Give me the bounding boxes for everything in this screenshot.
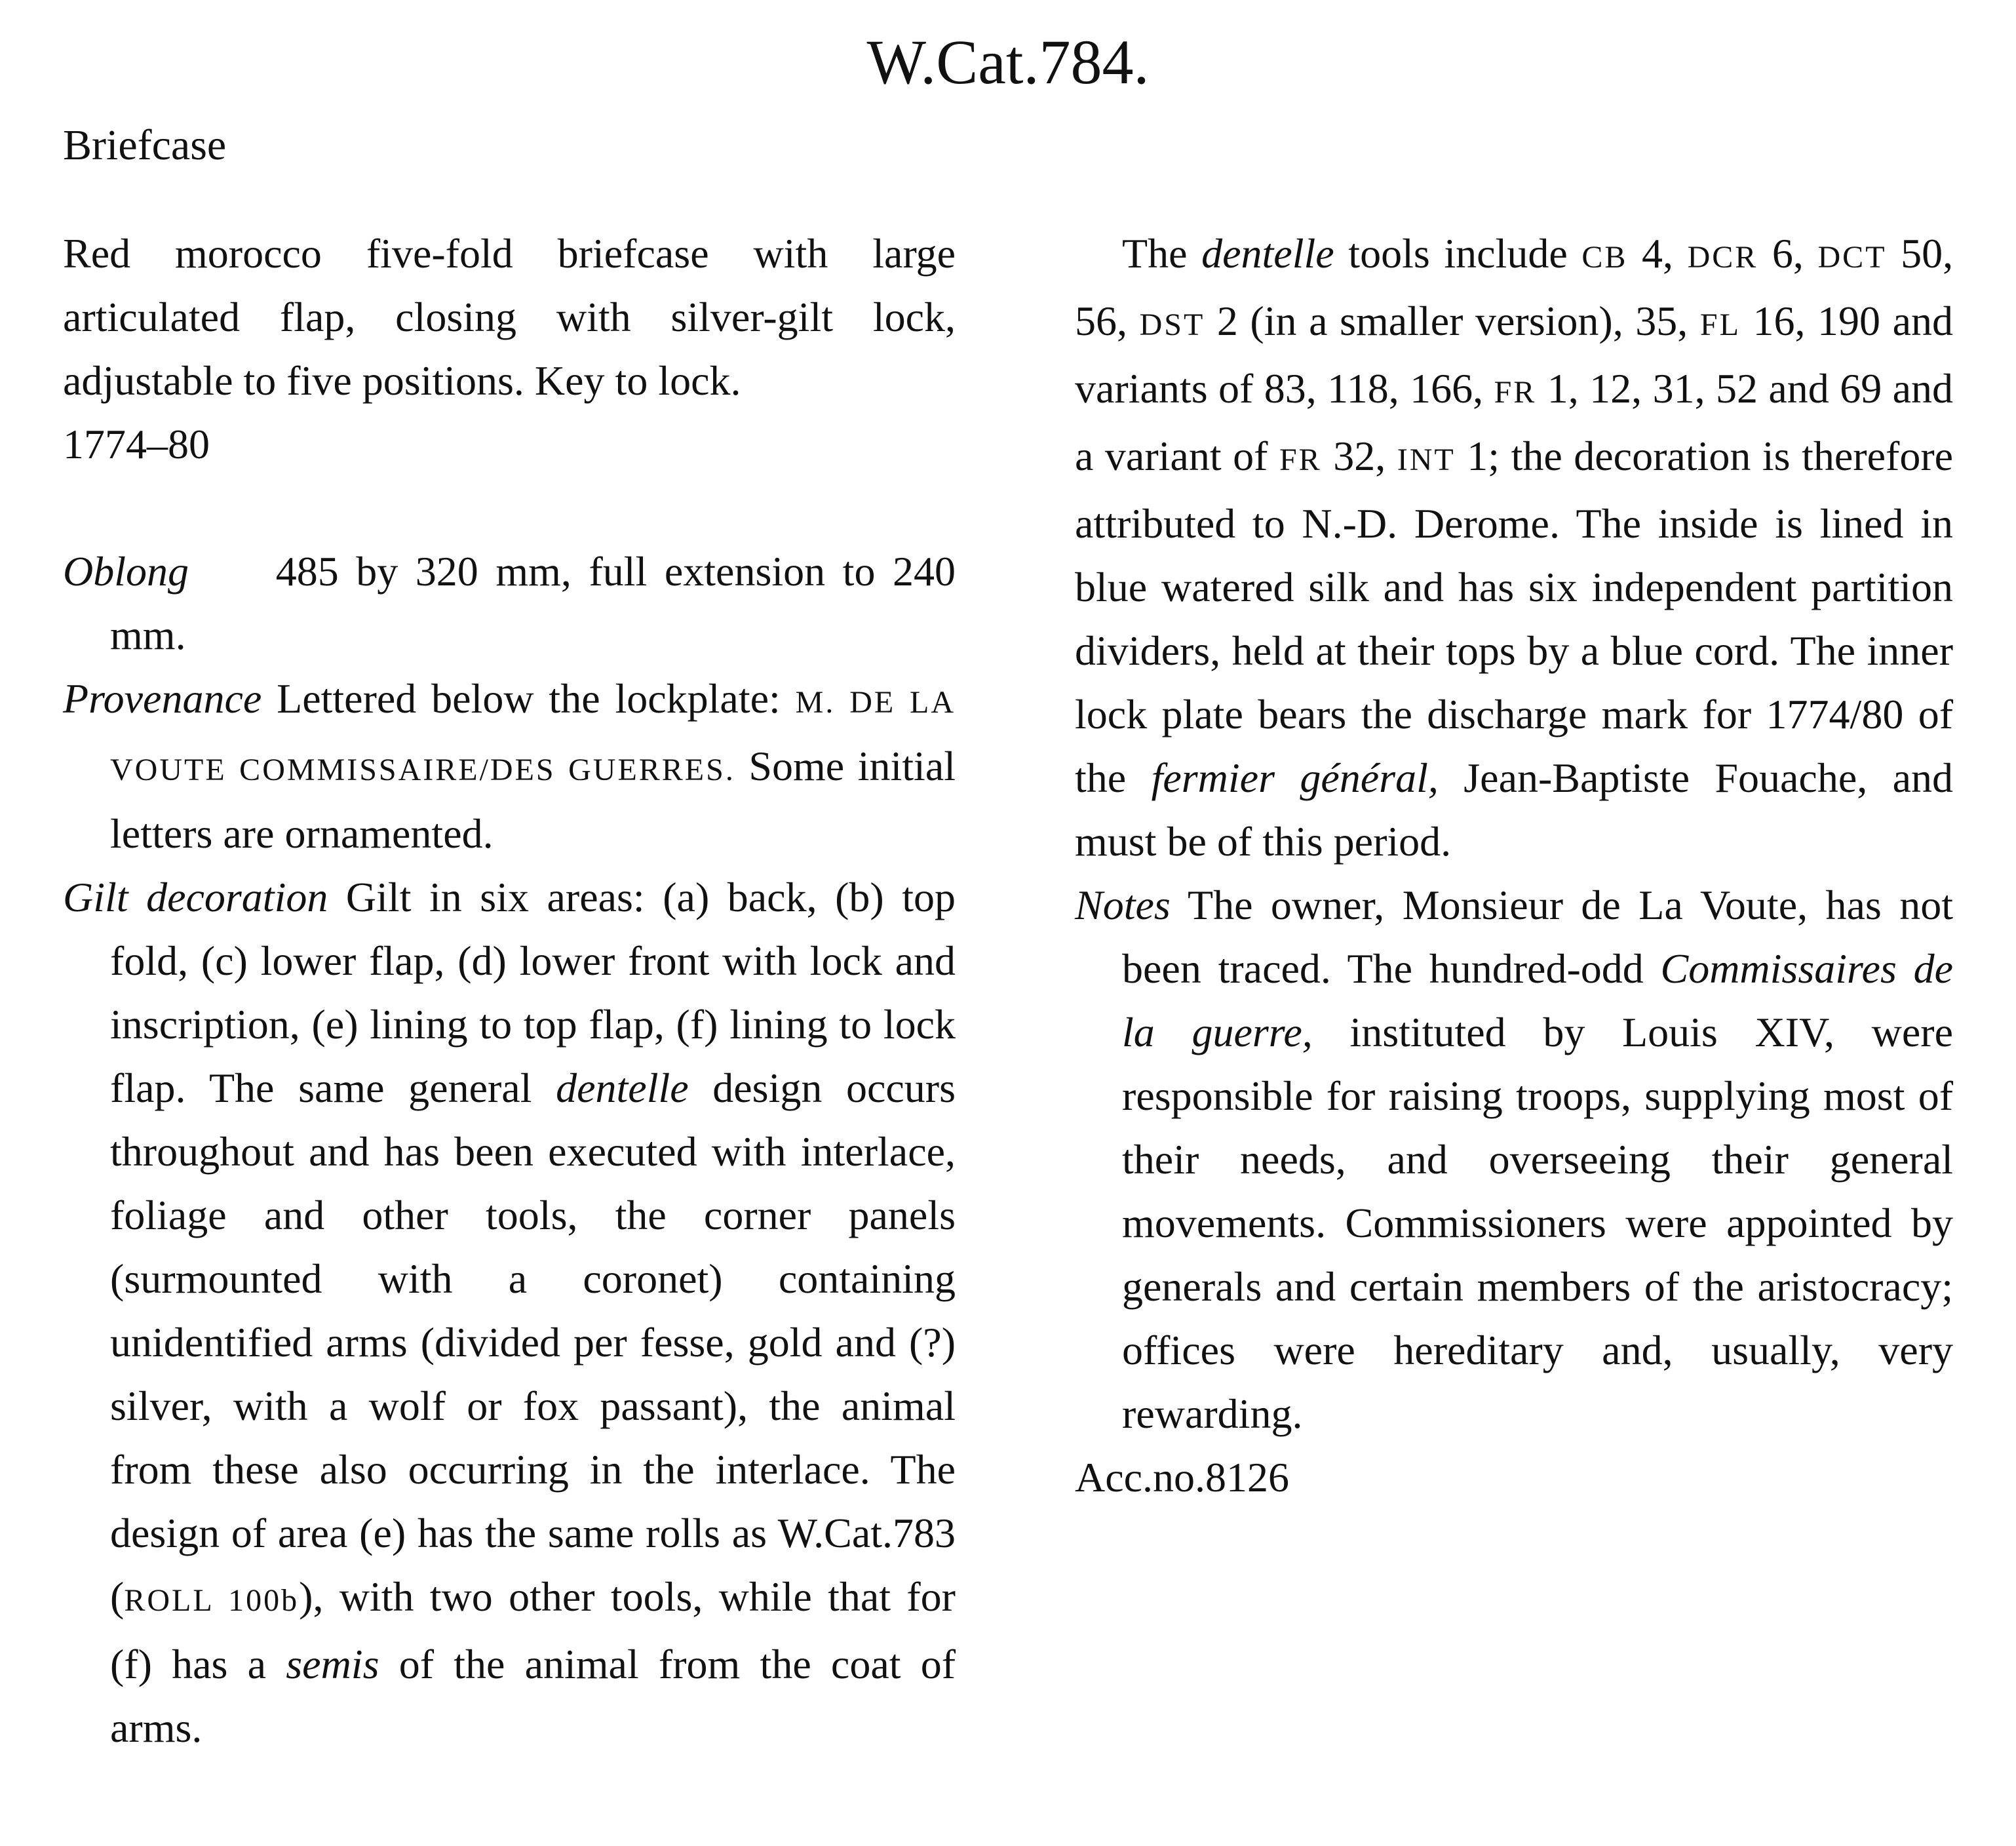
tool-reference: DCR <box>1687 240 1758 275</box>
gilt-decoration-label: Gilt decoration <box>63 874 328 920</box>
tools-text: 6, <box>1772 230 1804 277</box>
tool-reference: FR <box>1494 375 1537 410</box>
tools-text: 1; the decoration is therefore attributed to N.-D. Derome. The inside is lined in blue watered silk and has six independent partition dividers, held at their tops by a blue cord. The inner lock plate bears the discharge mark for 1774/80 of the <box>1075 433 1954 801</box>
left-column <box>63 222 956 1759</box>
provenance-text: Lettered below the lockplate: <box>277 675 781 722</box>
notes-text: The owner, Monsieur de La Voute, has not been traced. The hundred-odd <box>1122 882 1954 992</box>
gilt-decoration-term: semis <box>286 1641 379 1687</box>
provenance-inscription: M. DE LA VOUTE COMMISSAIRE/DES GUERRES. <box>110 685 956 787</box>
gilt-decoration-text: of the animal from the coat of arms. <box>110 1641 956 1751</box>
tools-text: 4, <box>1641 230 1673 277</box>
notes-text: instituted by Louis XIV, were responsible for raising troops, supplying most of their needs, and overseeing their general movements. Commissioners were appointed by generals and certain members of the aristocracy; offices were hereditary and, usually, very rewarding. <box>1122 1009 1953 1437</box>
tools-text: 32, <box>1333 433 1386 479</box>
provenance-note: Some initial letters are ornamented. <box>110 743 956 857</box>
tools-paragraph <box>1075 222 1953 873</box>
notes-entry <box>1075 873 1953 1445</box>
provenance-entry <box>63 667 956 865</box>
tools-text: Jean-Baptiste Fouache, and must be of this period. <box>1075 755 1954 865</box>
right-column <box>1075 222 1953 1509</box>
dimensions-entry <box>63 540 956 667</box>
tools-text: 2 (in a smaller version), 35, <box>1216 298 1688 344</box>
gilt-decoration-term: dentelle <box>556 1065 689 1111</box>
notes-label: Notes <box>1075 882 1171 928</box>
catalogue-number-heading: W.Cat.784. <box>866 27 1150 97</box>
accession-number: Acc.no.8126 <box>1075 1454 1290 1501</box>
tool-reference: DST <box>1139 307 1205 342</box>
gilt-decoration-text: Gilt in six areas: (a) back, (b) top fold, (c) lower flap, (d) lower front with lock and inscription, (e) lining to top flap, (f) lining to lock flap. The same general <box>110 874 956 1111</box>
tools-text: 16, 190 and variants of 83, 118, 166, <box>1075 298 1954 412</box>
notes-term: Commissaires de la guerre, <box>1122 945 1953 1055</box>
tool-reference: FR <box>1279 442 1322 477</box>
roll-reference: ROLL 100b <box>124 1583 300 1618</box>
provenance-label: Provenance <box>63 675 262 722</box>
dimensions-label: Oblong <box>63 548 189 595</box>
object-name: Briefcase <box>63 121 227 169</box>
gilt-decoration-entry <box>63 865 956 1759</box>
gilt-decoration-text: design occurs throughout and has been executed with interlace, foliage and other tools, the corner panels (surmounted with a coronet) containing unidentified arms (divided per fesse, gold and (?) silver, with a wolf or fox passant), the animal from these also occurring in the interlace. The design of area (e) has the same rolls as W.Cat.783 ( <box>110 1065 956 1620</box>
tools-text: The <box>1122 230 1188 277</box>
dimensions-text: 485 by 320 mm, full extension to 240 mm. <box>110 548 956 658</box>
gilt-decoration-text: ), with two other tools, while that for (f) has a <box>110 1573 956 1687</box>
tools-text: 1, 12, 31, 52 and 69 and a variant of <box>1075 365 1954 479</box>
tools-term: dentelle <box>1201 230 1334 277</box>
tool-reference: DCT <box>1817 240 1887 275</box>
summary-paragraph <box>63 222 956 476</box>
tool-reference: FL <box>1699 307 1741 342</box>
tools-text: tools include <box>1348 230 1568 277</box>
summary-date: 1774–80 <box>63 421 210 467</box>
tools-term: fermier général, <box>1151 755 1439 801</box>
tool-reference: CB <box>1581 240 1628 275</box>
tool-reference: INT <box>1397 442 1456 477</box>
tools-text: 50, 56, <box>1075 230 1954 344</box>
summary-description: Red morocco five-fold briefcase with large articulated flap, closing with silver-gilt lock, adjustable to five positions. Key to lock. <box>63 230 956 404</box>
